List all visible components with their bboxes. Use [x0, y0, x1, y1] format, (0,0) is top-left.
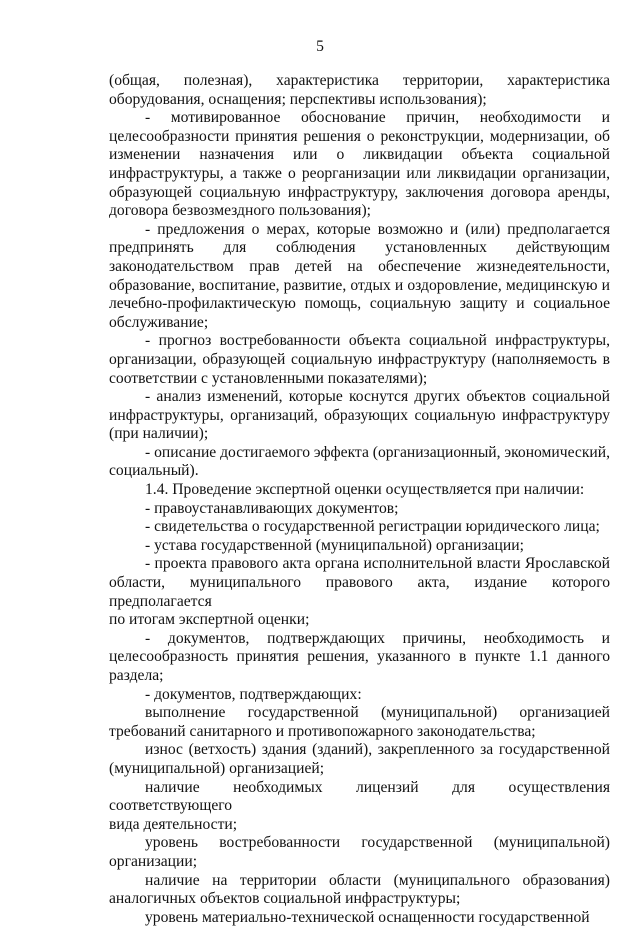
text-line: - анализ изменений, которые коснутся других объектов социальной	[145, 388, 610, 406]
text-line: износ (ветхость) здания (зданий), закрепленного за государственной	[145, 741, 610, 759]
text-line: вида деятельности;	[109, 815, 238, 833]
text-line: - правоустанавливающих документов;	[145, 499, 399, 517]
text-line: - документов, подтверждающих:	[145, 685, 362, 703]
text-line: (общая, полезная), характеристика территории, характеристика	[109, 72, 610, 89]
text-line: - документов, подтверждающих причины, необходимость и	[145, 629, 610, 647]
text-line: организации;	[109, 852, 198, 870]
text-line: (при наличии);	[109, 425, 209, 443]
text-line: (муниципальной) организацией;	[109, 759, 325, 777]
text-line: - прогноз востребованности объекта социальной инфраструктуры,	[145, 332, 610, 350]
text-line: раздела;	[109, 667, 164, 684]
text-line: договора безвозмездного пользования);	[109, 202, 371, 220]
text-line: обслуживание;	[109, 313, 209, 331]
text-line: - описание достигаемого эффекта (организационный, экономический,	[145, 443, 611, 461]
text-line: предпринять для соблюдения установленных действующим	[109, 239, 610, 257]
text-line: - предложения о мерах, которые возможно и (или) предполагается	[145, 220, 610, 238]
text-line: аналогичных объектов социальной инфраструктуры;	[109, 890, 461, 908]
text-line: - проекта правового акта органа исполнительной власти Ярославской	[145, 555, 610, 573]
text-line: наличие на территории области (муниципального образования)	[145, 871, 610, 889]
page-number: 5	[316, 38, 324, 55]
text-line: уровень востребованности государственной (муниципальной)	[145, 834, 610, 852]
text-line: целесообразность принятия решения, указанного в пункте 1.1 данного	[109, 648, 610, 666]
text-line: области, муниципального правового акта, издание которого предполагается	[109, 574, 610, 610]
text-line: оборудования, оснащения; перспективы использования);	[109, 90, 487, 108]
text-line: уровень материально-технической оснащенности государственной	[145, 908, 590, 926]
text-line: по итогам экспертной оценки;	[109, 611, 310, 629]
text-line: 1.4. Проведение экспертной оценки осуществляется при наличии:	[145, 481, 585, 499]
text-line: соответствии с установленными показателями);	[109, 369, 428, 387]
text-line: целесообразности принятия решения о реконструкции, модернизации, об	[109, 127, 610, 145]
text-line: выполнение государственной (муниципальной) организацией	[145, 704, 610, 722]
text-line: - мотивированное обоснование причин, необходимости и	[145, 109, 610, 127]
text-line: инфраструктуры, а также о реорганизации или ликвидации организации,	[109, 164, 610, 182]
text-line: наличие необходимых лицензий для осуществления соответствующего	[109, 778, 610, 815]
text-line: образующей социальную инфраструктуру, заключения договора аренды,	[109, 183, 610, 201]
text-line: изменении назначения или о ликвидации объекта социальной	[109, 146, 610, 164]
text-line: организации, образующей социальную инфраструктуру (наполняемость в	[109, 350, 610, 368]
text-line: инфраструктуры, организаций, образующих социальную инфраструктуру	[109, 406, 610, 424]
document-body	[109, 72, 610, 927]
text-line: требований санитарного и противопожарного законодательства;	[109, 722, 536, 740]
text-line: образование, воспитание, развитие, отдых и оздоровление, медицинскую и	[109, 276, 610, 294]
text-line: социальный).	[109, 462, 199, 480]
text-line: законодательством прав детей на обеспечение жизнедеятельности,	[109, 257, 610, 275]
text-line: - свидетельства о государственной регистрации юридического лица;	[145, 518, 600, 536]
text-line: - устава государственной (муниципальной) организации;	[145, 536, 524, 554]
text-line: лечебно-профилактическую помощь, социальную защиту и социальное	[109, 295, 610, 313]
